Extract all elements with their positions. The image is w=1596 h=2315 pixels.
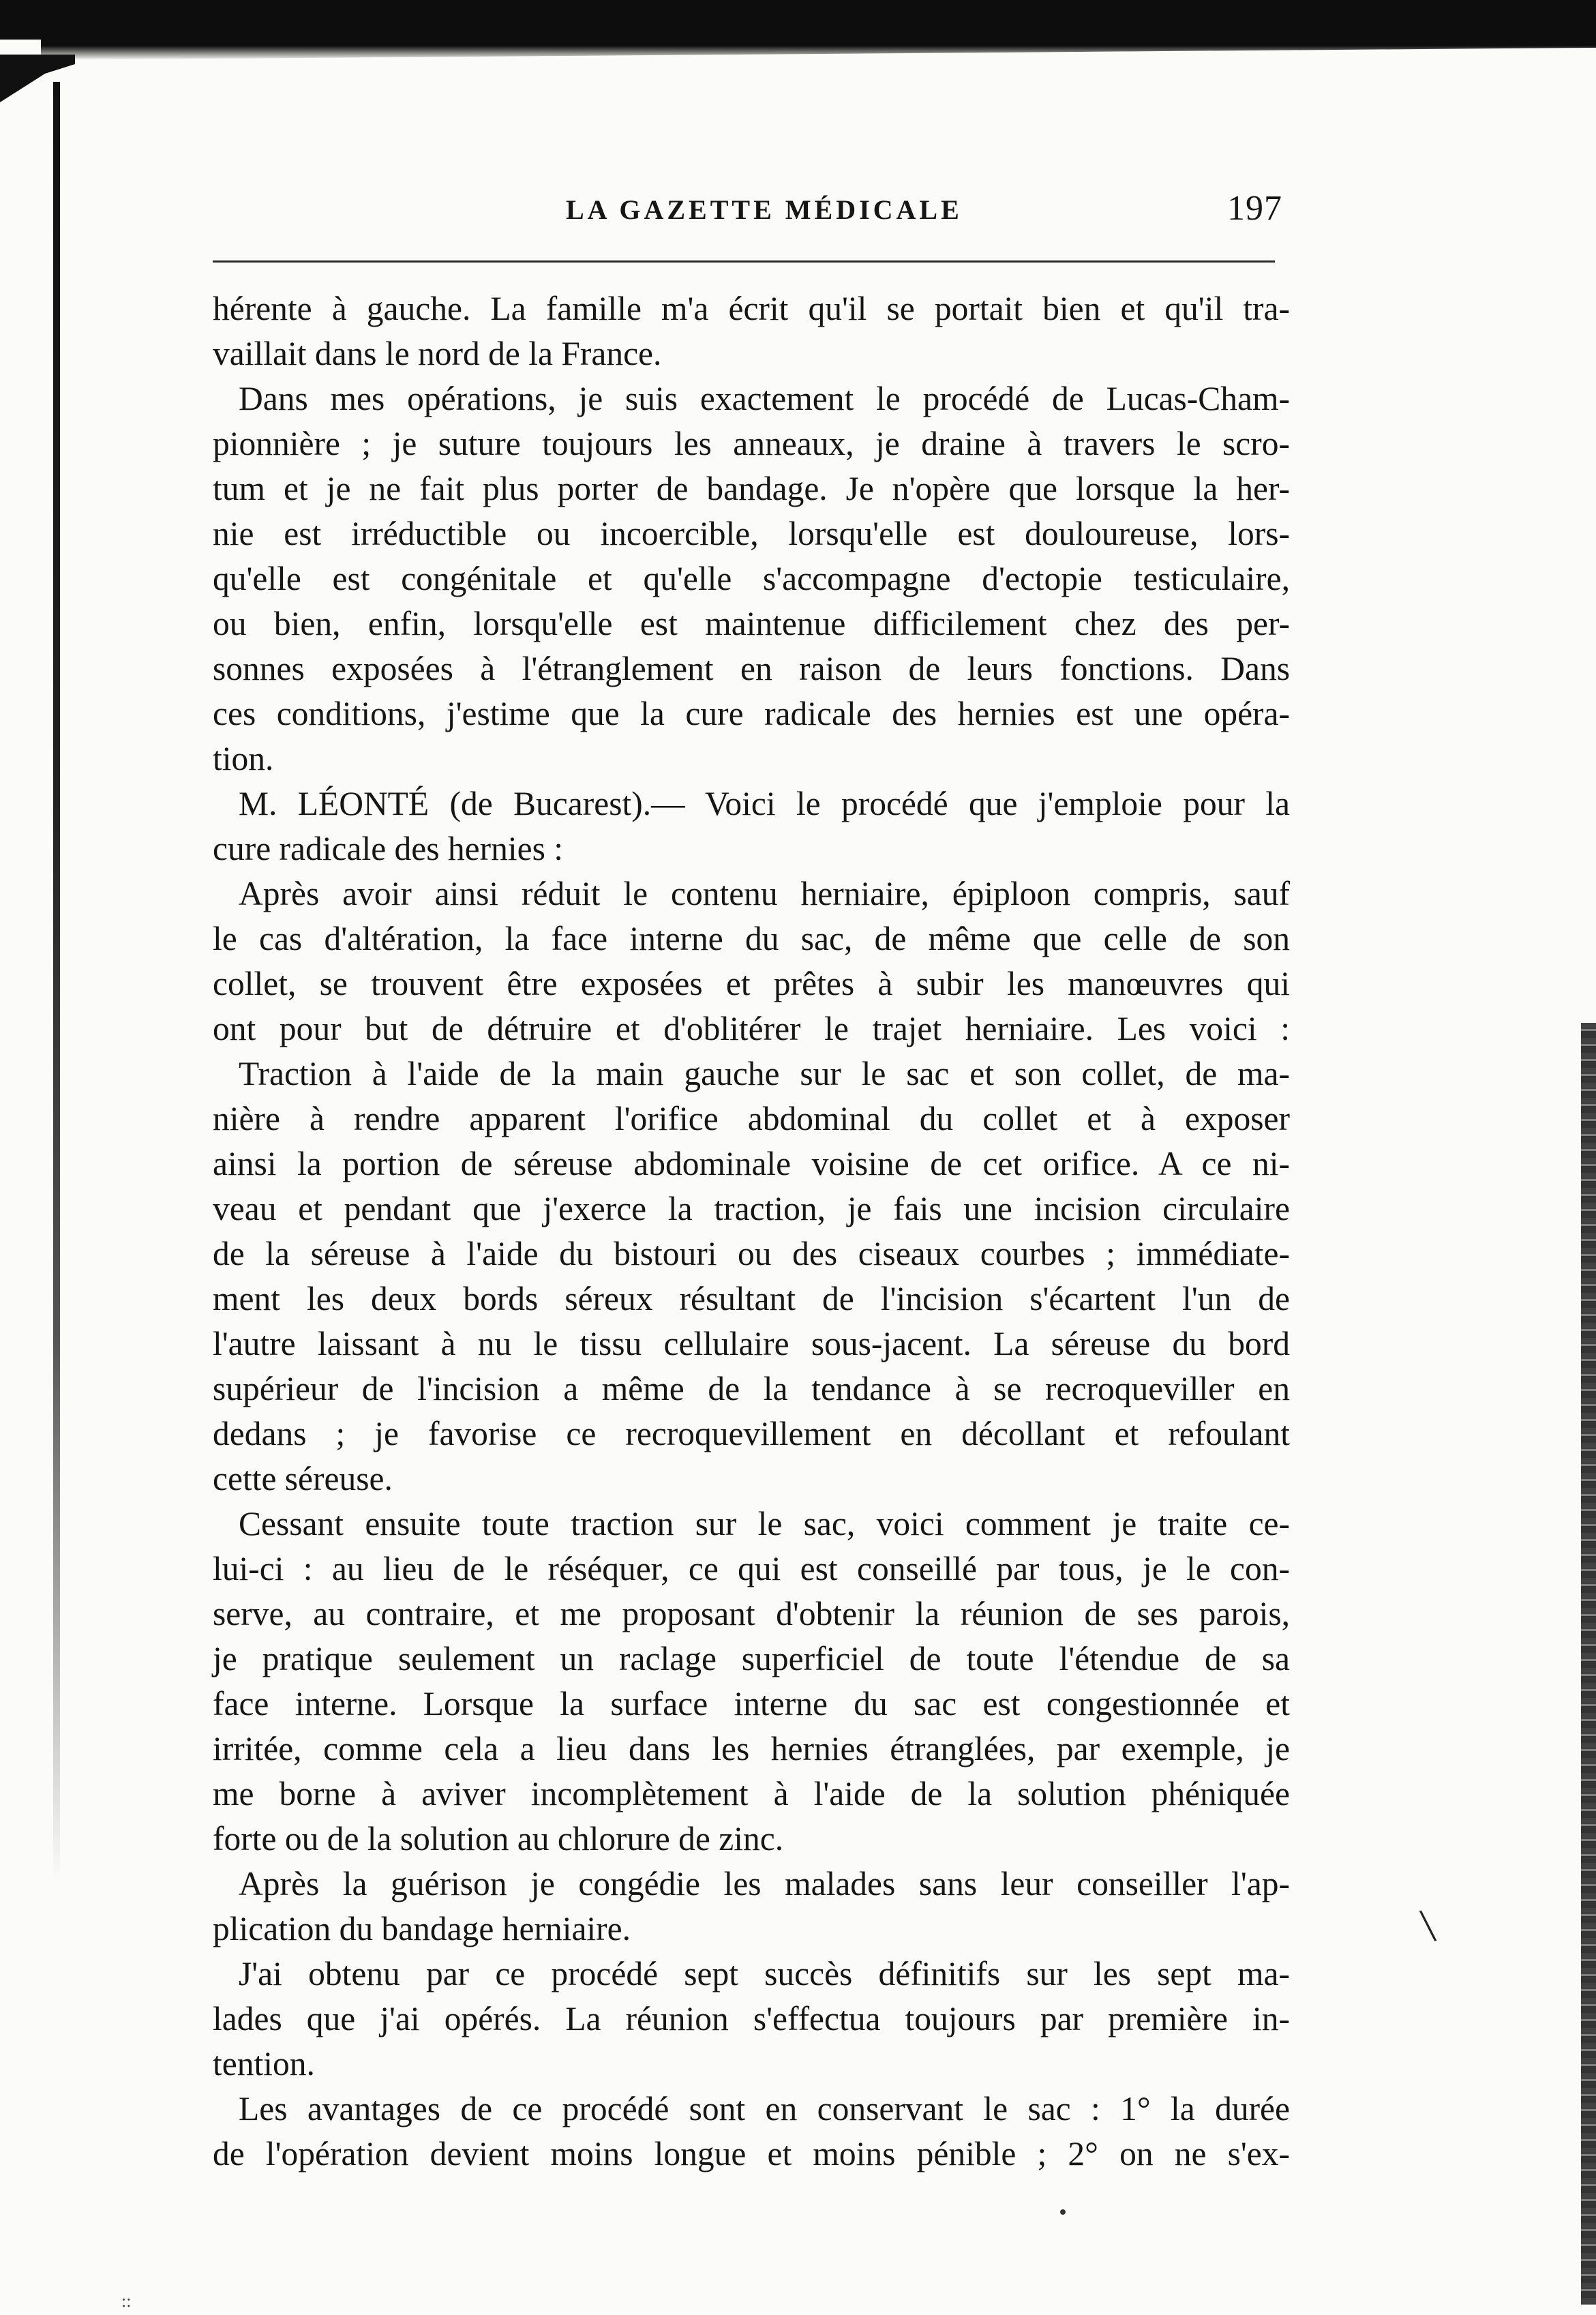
- text-line: lui-ci : au lieu de le réséquer, ce qui est conseillé par tous, je le con-: [213, 1550, 1290, 1587]
- text-line: pionnière ; je suture toujours les anneaux, je draine à travers le scro-: [213, 425, 1290, 462]
- text-line: J'ai obtenu par ce procédé sept succès définitifs sur les sept ma-: [239, 1955, 1290, 1992]
- page-number: 197: [1227, 189, 1282, 228]
- text-line: ces conditions, j'estime que la cure radicale des hernies est une opéra-: [213, 695, 1290, 732]
- scan-right-edge-artifact: [1581, 1023, 1596, 2305]
- text-line: me borne à aviver incomplètement à l'aide de la solution phéniquée: [213, 1775, 1290, 1812]
- text-line: irritée, comme cela a lieu dans les hernies étranglées, par exemple, je: [213, 1730, 1290, 1767]
- text-line: cure radicale des hernies :: [213, 830, 563, 867]
- text-line: qu'elle est congénitale et qu'elle s'accompagne d'ectopie testiculaire,: [213, 560, 1290, 597]
- text-line: M. LÉONTÉ (de Bucarest).— Voici le procédé que j'emploie pour la: [239, 785, 1290, 822]
- text-line: vaillait dans le nord de la France.: [213, 335, 662, 372]
- ink-dot: [1060, 2209, 1066, 2215]
- text-line: ment les deux bords séreux résultant de l'incision s'écartent l'un de: [213, 1280, 1290, 1317]
- text-line: Après la guérison je congédie les malades sans leur conseiller l'ap-: [239, 1865, 1290, 1902]
- text-line: face interne. Lorsque la surface interne du sac est congestionnée et: [213, 1685, 1290, 1722]
- text-line: Dans mes opérations, je suis exactement le procédé de Lucas-Cham-: [239, 380, 1290, 417]
- text-line: de la séreuse à l'aide du bistouri ou des ciseaux courbes ; immédiate-: [213, 1235, 1290, 1272]
- text-line: l'autre laissant à nu le tissu cellulaire sous-jacent. La séreuse du bord: [213, 1325, 1290, 1362]
- text-line: ont pour but de détruire et d'oblitérer le trajet herniaire. Les voici :: [213, 1010, 1290, 1047]
- text-line: supérieur de l'incision a même de la tendance à se recroqueviller en: [213, 1370, 1290, 1407]
- text-line: nie est irréductible ou incoercible, lorsqu'elle est douloureuse, lors-: [213, 515, 1290, 552]
- text-line: veau et pendant que j'exerce la traction, je fais une incision circulaire: [213, 1190, 1290, 1227]
- text-line: tum et je ne fait plus porter de bandage. Je n'opère que lorsque la her-: [213, 470, 1290, 507]
- text-line: plication du bandage herniaire.: [213, 1910, 631, 1947]
- running-header: [0, 189, 1596, 235]
- text-line: collet, se trouvent être exposées et prêtes à subir les manœuvres qui: [213, 965, 1290, 1002]
- text-line: ainsi la portion de séreuse abdominale voisine de cet orifice. A ce ni-: [213, 1145, 1290, 1182]
- scan-corner-artifact: [0, 55, 75, 102]
- text-line: Les avantages de ce procédé sont en conservant le sac : 1° la durée: [239, 2090, 1290, 2127]
- text-line: je pratique seulement un raclage superficiel de toute l'étendue de sa: [213, 1640, 1290, 1677]
- margin-pen-mark: \: [1417, 1899, 1439, 1953]
- text-line: nière à rendre apparent l'orifice abdominal du collet et à exposer: [213, 1100, 1290, 1137]
- text-line: sonnes exposées à l'étranglement en raison de leurs fonctions. Dans: [213, 650, 1290, 687]
- text-line: Traction à l'aide de la main gauche sur le sac et son collet, de ma-: [239, 1055, 1290, 1092]
- text-line: serve, au contraire, et me proposant d'obtenir la réunion de ses parois,: [213, 1595, 1290, 1632]
- text-line: Après avoir ainsi réduit le contenu herniaire, épiploon compris, sauf: [239, 875, 1290, 912]
- body-text: [213, 286, 1290, 2177]
- text-line: hérente à gauche. La famille m'a écrit qu'il se portait bien et qu'il tra-: [213, 290, 1290, 327]
- scan-top-border: [0, 0, 1596, 40]
- text-line: lades que j'ai opérés. La réunion s'effectua toujours par première in-: [213, 2000, 1290, 2037]
- bottom-corner-mark: ::: [121, 2291, 132, 2311]
- journal-title: LA GAZETTE MÉDICALE: [566, 194, 963, 225]
- text-line: tention.: [213, 2045, 315, 2082]
- text-line: tion.: [213, 740, 274, 777]
- scan-top-border-taper: [41, 40, 1596, 60]
- text-line: le cas d'altération, la face interne du sac, de même que celle de son: [213, 920, 1290, 957]
- text-line: ou bien, enfin, lorsqu'elle est maintenue difficilement chez des per-: [213, 605, 1290, 642]
- scan-left-edge-line: [53, 82, 60, 1882]
- header-rule: [213, 260, 1275, 263]
- text-line: forte ou de la solution au chlorure de zinc.: [213, 1820, 784, 1857]
- text-line: cette séreuse.: [213, 1460, 393, 1497]
- text-line: Cessant ensuite toute traction sur le sac, voici comment je traite ce-: [239, 1505, 1290, 1542]
- text-line: de l'opération devient moins longue et moins pénible ; 2° on ne s'ex-: [213, 2135, 1290, 2172]
- text-line: dedans ; je favorise ce recroquevillement en décollant et refoulant: [213, 1415, 1290, 1452]
